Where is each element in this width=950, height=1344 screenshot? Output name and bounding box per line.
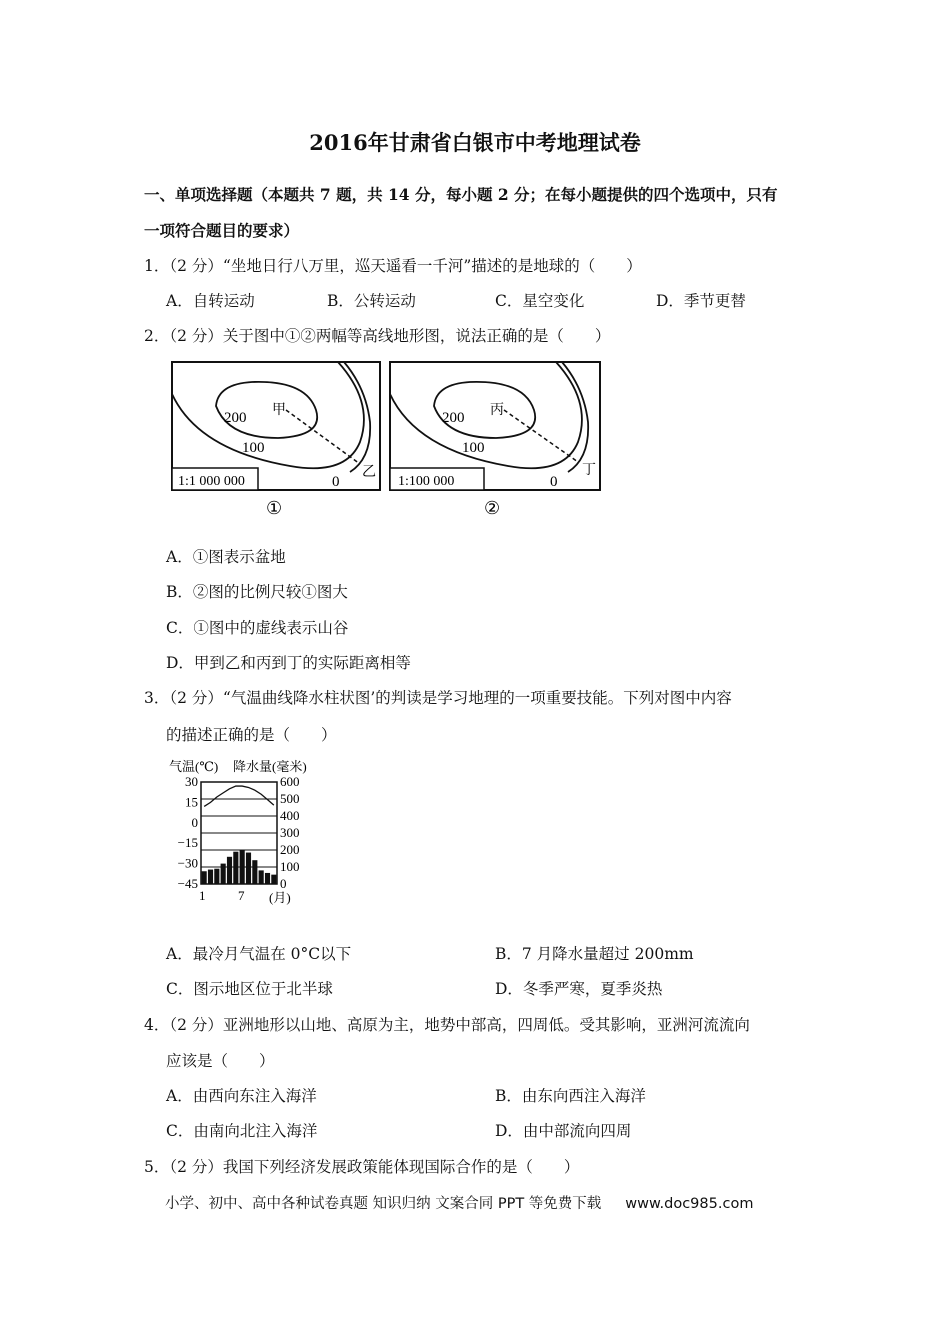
q2-option-a: A．①图表示盆地 (166, 548, 286, 566)
precip-tick-label: 300 (280, 825, 300, 840)
q3-option-d: D．冬季严寒，夏季炎热 (495, 980, 663, 998)
precip-bar (202, 871, 207, 884)
temp-tick-label: −15 (177, 835, 198, 851)
precip-bar (208, 870, 213, 884)
map1-point-yi: 乙 (362, 465, 376, 480)
map1-contour-100: 100 (242, 440, 265, 456)
precip-tick-label: 100 (280, 859, 300, 874)
q1-option-c: C．星空变化 (495, 292, 585, 310)
precip-bar (246, 853, 251, 884)
map1-scale: 1:1 000 000 (178, 474, 245, 489)
question-4-stem-cont: 应该是（ ） (166, 1052, 275, 1070)
precip-bar (227, 857, 232, 884)
temp-tick-label: −45 (177, 876, 198, 891)
question-3-stem: 3．（2 分）“气温曲线降水柱状图’的判读是学习地理的一项重要技能。下列对图中内容 (144, 689, 732, 707)
section-heading-cont: 一项符合题目的要求） (144, 221, 300, 240)
precip-bar (240, 850, 245, 884)
q1-option-a: A．自转运动 (166, 292, 255, 310)
precip-tick-label: 0 (280, 876, 287, 891)
footer (165, 1192, 753, 1213)
precip-bar (221, 864, 226, 884)
temp-axis-label: 气温(℃) (169, 759, 219, 774)
q3-option-c: C．图示地区位于北半球 (166, 980, 333, 998)
footer-site-link[interactable]: www.doc985.com (625, 1196, 754, 1212)
question-1-stem: 1．（2 分）“坐地日行八万里，巡天遥看一千河”描述的是地球的（ ） (144, 257, 642, 275)
precip-axis-label: 降水量(毫米) (233, 759, 307, 774)
map1-point-jia: 甲 (272, 403, 286, 418)
precip-tick-label: 400 (280, 808, 300, 823)
footer-text: 小学、初中、高中各种试卷真题 知识归纳 文案合同 PPT 等免费下载 (165, 1196, 602, 1212)
map1-contour-200: 200 (224, 410, 247, 426)
precip-tick-label: 600 (280, 774, 300, 789)
map1-caption: ① (266, 498, 283, 518)
contour-map-1 (172, 362, 380, 518)
map2-contour-200: 200 (442, 410, 465, 426)
q4-option-c: C．由南向北注入海洋 (166, 1122, 318, 1140)
q3-option-b: B．7 月降水量超过 200mm (495, 945, 694, 963)
map2-contour-100: 100 (462, 440, 485, 456)
x-tick-7: 7 (238, 888, 245, 903)
map1-contour-0: 0 (332, 474, 340, 490)
question-4-stem: 4．（2 分）亚洲地形以山地、高原为主，地势中部高，四周低。受其影响，亚洲河流流向 (144, 1016, 750, 1034)
precip-bar (214, 869, 219, 884)
q4-option-a: A．由西向东注入海洋 (166, 1087, 317, 1105)
precip-tick-label: 200 (280, 842, 300, 857)
precip-bar (233, 852, 238, 884)
q4-option-b: B．由东向西注入海洋 (495, 1087, 646, 1105)
temp-tick-label: 0 (191, 814, 198, 830)
precip-bar (271, 875, 276, 884)
map2-contour-0: 0 (550, 474, 558, 490)
q2-option-b: B．②图的比例尺较①图大 (166, 583, 348, 601)
precip-tick-label: 500 (280, 791, 300, 806)
q1-option-d: D．季节更替 (656, 292, 746, 310)
temperature-curve (204, 786, 274, 806)
map2-caption: ② (484, 498, 501, 518)
precip-bar (252, 860, 257, 884)
question-2-stem: 2．（2 分）关于图中①②两幅等高线地形图，说法正确的是（ ） (144, 327, 611, 345)
q2-option-d: D．甲到乙和丙到丁的实际距离相等 (166, 654, 411, 672)
q2-option-c: C．①图中的虚线表示山谷 (166, 619, 349, 637)
precip-bar (265, 873, 270, 884)
x-unit: (月) (269, 890, 291, 905)
q1-option-b: B．公转运动 (327, 292, 416, 310)
temp-tick-label: 15 (185, 794, 198, 810)
temp-tick-label: −30 (177, 855, 198, 871)
precip-bar (259, 870, 264, 884)
climate-chart (165, 755, 325, 910)
section-heading: 一、单项选择题（本题共 7 题，共 14 分，每小题 2 分；在每小题提供的四个选项中，只有 (144, 185, 778, 204)
map2-point-ding: 丁 (582, 463, 596, 478)
q3-option-a: A．最冷月气温在 0°C以下 (166, 945, 352, 963)
q4-option-d: D．由中部流向四周 (495, 1122, 632, 1140)
question-3-stem-cont: 的描述正确的是（ ） (166, 726, 337, 744)
x-tick-1: 1 (199, 888, 206, 903)
map2-point-bing: 丙 (490, 403, 504, 418)
map2-scale: 1:100 000 (398, 474, 455, 489)
temp-tick-label: 30 (185, 774, 198, 789)
page-title: 2016年甘肃省白银市中考地理试卷 (309, 130, 641, 155)
question-5-stem: 5．（2 分）我国下列经济发展政策能体现国际合作的是（ ） (144, 1158, 580, 1176)
contour-map-figure (160, 352, 620, 524)
contour-map-2 (390, 362, 600, 518)
